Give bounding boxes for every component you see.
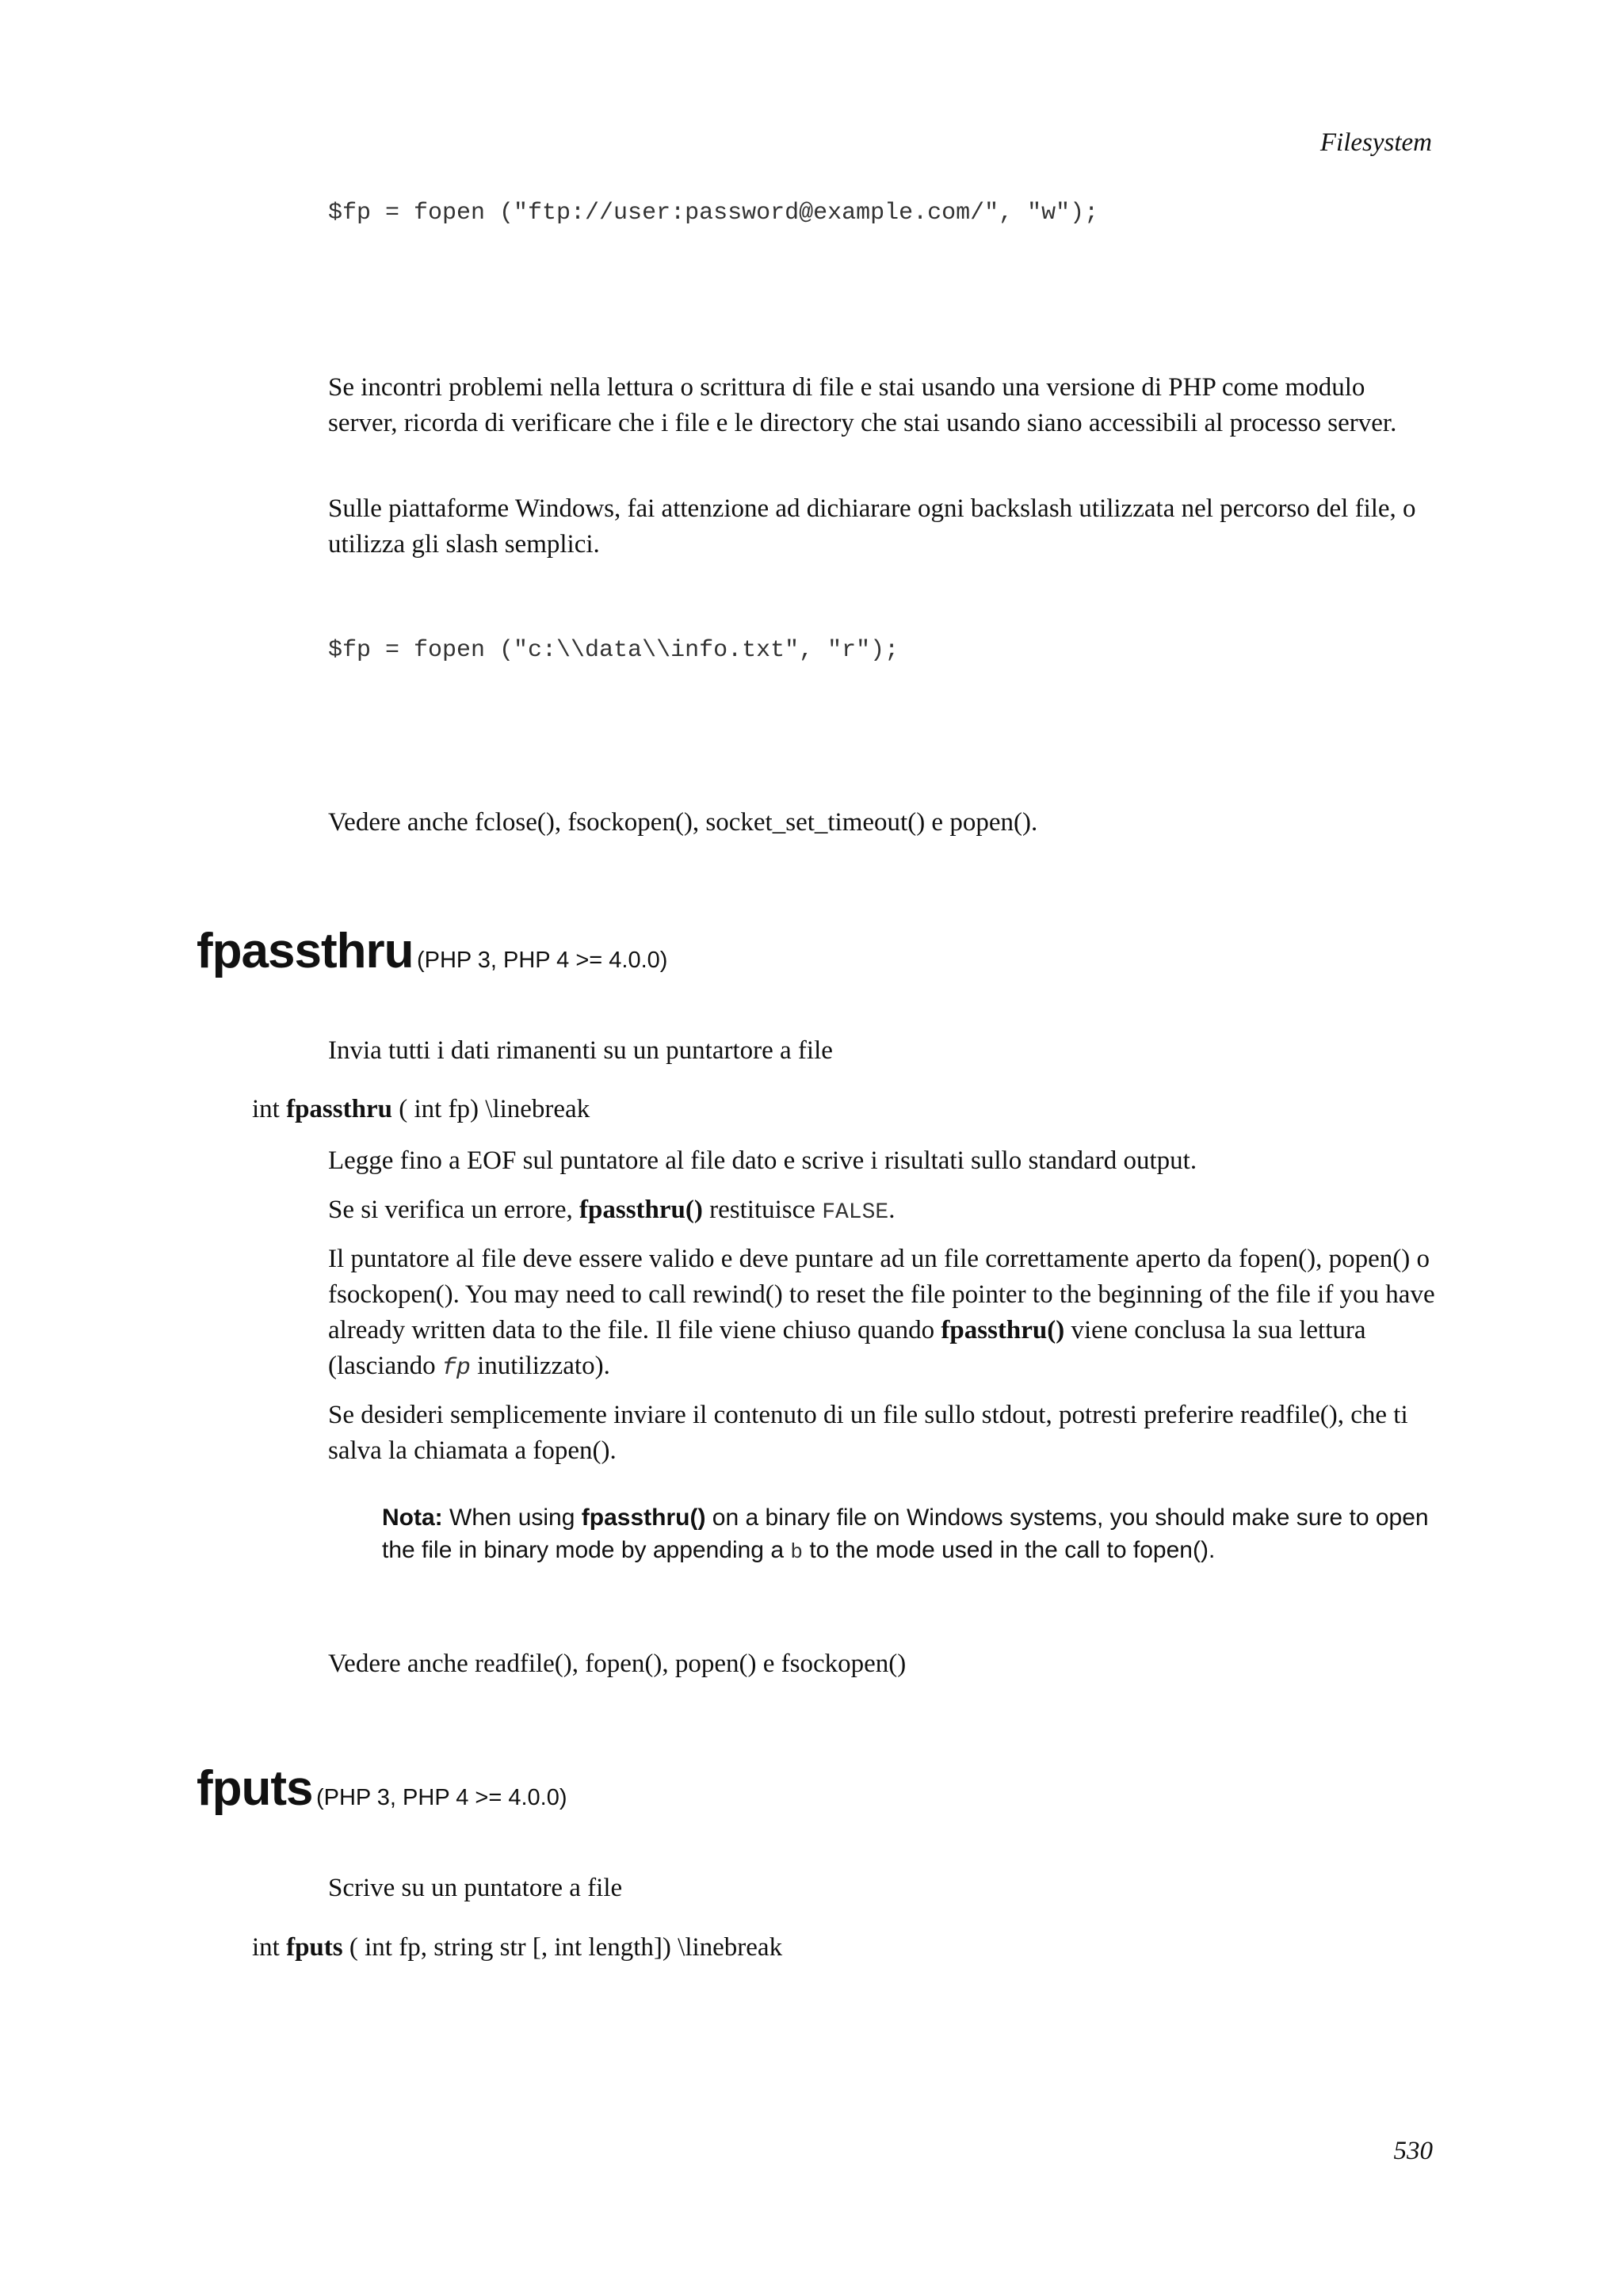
see-also-fpassthru: Vedere anche readfile(), fopen(), popen() e fsockopen(): [328, 1650, 907, 1678]
synopsis-type: int: [252, 1933, 280, 1962]
function-reference: fpassthru(): [941, 1316, 1065, 1344]
function-name: fputs: [197, 1761, 313, 1816]
synopsis-type: int: [252, 1095, 280, 1123]
description-paragraph-pointer: [328, 1241, 1438, 1386]
note-box: [382, 1501, 1436, 1569]
description-paragraph-readfile: Se desideri semplicemente inviare il contenuto di un file sullo stdout, potresti preferire readfile(), che ti salva la chiamata a fopen().: [328, 1401, 1408, 1465]
see-also-fopen: Vedere anche fclose(), fsockopen(), socket_set_timeout() e popen().: [328, 808, 1038, 837]
text-segment: Il puntatore al file deve essere valido e deve puntare ad un file correttamente aperto da fopen(), popen() o fsockopen(). You may need to call rewind() to reset the file pointer to the beginning of the file if you have already written data to the file. Il file viene chiuso quando: [328, 1245, 1435, 1344]
text-segment: restituisce: [709, 1196, 815, 1224]
synopsis-args: ( int fp) \linebreak: [399, 1095, 590, 1123]
text-segment: on a binary file on Windows systems, you should make sure to open the file in binary mode by appending a: [382, 1505, 1429, 1563]
description-paragraph-error: [328, 1192, 1438, 1230]
synopsis-args: ( int fp, string str [, int length]) \linebreak: [349, 1933, 783, 1962]
text-segment: Se si verifica un errore,: [328, 1196, 573, 1224]
function-version: (PHP 3, PHP 4 >= 4.0.0): [416, 948, 668, 973]
function-heading-fputs: [197, 1760, 567, 1817]
function-heading-fpassthru: [197, 923, 667, 979]
running-header: Filesystem: [1319, 128, 1432, 157]
function-synopsis: [252, 1095, 590, 1124]
function-synopsis: [252, 1933, 782, 1962]
code-example-ftp: $fp = fopen ("ftp://user:password@example.com/", "w");: [328, 200, 1099, 227]
function-purpose: Scrive su un puntatore a file: [328, 1874, 623, 1902]
code-example-windows: $fp = fopen ("c:\\data\\info.txt", "r");: [328, 637, 899, 664]
text-segment: When using: [449, 1505, 575, 1531]
function-name: fpassthru: [197, 924, 414, 978]
text-segment: .: [888, 1196, 896, 1224]
text-segment: viene conclusa la sua lettura (lasciando: [328, 1316, 1366, 1380]
constant-false: FALSE: [822, 1200, 889, 1225]
text-segment: to the mode used in the call to fopen().: [809, 1537, 1216, 1563]
paragraph-windows-backslash: Sulle piattaforme Windows, fai attenzione ad dichiarare ogni backslash utilizzata nel percorso del file, o utilizza gli slash semplici.: [328, 494, 1416, 559]
function-purpose: Invia tutti i dati rimanenti su un puntartore a file: [328, 1036, 833, 1065]
synopsis-name: fpassthru: [286, 1095, 392, 1123]
mode-flag: b: [790, 1540, 803, 1564]
function-reference: fpassthru(): [579, 1196, 703, 1224]
paragraph-permissions: Se incontri problemi nella lettura o scrittura di file e stai usando una versione di PHP come modulo server, ricorda di verificare che i file e le directory che stai usando siano accessibili al processo server.: [328, 373, 1397, 437]
synopsis-name: fputs: [286, 1933, 343, 1962]
function-version: (PHP 3, PHP 4 >= 4.0.0): [315, 1785, 567, 1810]
text-segment: inutilizzato).: [477, 1352, 610, 1380]
description-paragraph: Legge fino a EOF sul puntatore al file dato e scrive i risultati sullo standard output.: [328, 1146, 1197, 1175]
parameter-fp: fp: [441, 1355, 471, 1382]
page-number: 530: [1393, 2137, 1433, 2165]
note-label: Nota:: [382, 1505, 443, 1531]
function-reference: fpassthru(): [581, 1505, 706, 1531]
